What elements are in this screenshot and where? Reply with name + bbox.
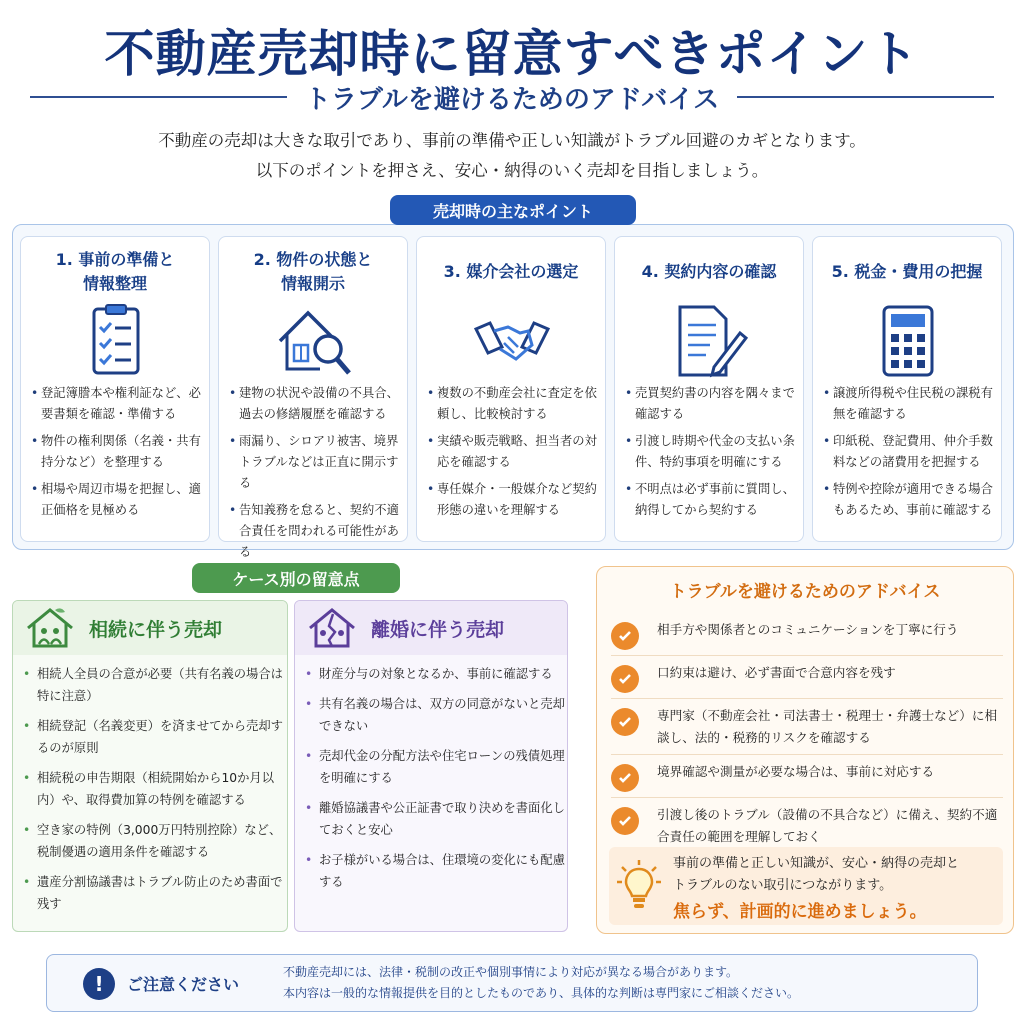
case-card-divorce: [294, 600, 568, 932]
notice-label: ご注意ください: [127, 975, 240, 994]
advice-item: [611, 798, 1003, 853]
point-title: 5. 税金・費用の把握: [831, 262, 983, 281]
list-item: • 遺産分割協議書はトラブル防止のため書面で残す: [23, 871, 285, 915]
list-item: • 相続登記（名義変更）を済ませてから売却するのが原則: [23, 715, 285, 759]
advice-title: トラブルを避けるためのアドバイス: [669, 582, 941, 602]
intro-text: [0, 126, 1024, 186]
advice-text: 境界確認や測量が必要な場合は、事前に対応する: [657, 764, 935, 779]
point-list: [625, 383, 801, 527]
list-item: • 実績や販売戦略、担当者の対応を確認する: [427, 431, 603, 473]
advice-text: 専門家（不動産会社・司法書士・税理士・弁護士など）に相談し、法的・税務的リスクを確認する: [657, 708, 998, 745]
notice-line: 不動産売却には、法律・税制の改正や個別事情により対応が異なる場合があります。: [283, 965, 739, 979]
advice-item: [611, 613, 1003, 656]
list-item: • 空き家の特例（3,000万円特別控除）など、税制優遇の適用条件を確認する: [23, 819, 285, 863]
advice-item: [611, 755, 1003, 798]
point-card-broker: [416, 236, 606, 542]
point-list: [823, 383, 999, 527]
list-item: • 告知義務を怠ると、契約不適合責任を問われる可能性がある: [229, 500, 405, 563]
list-item: • 印紙税、登記費用、仲介手数料などの諸費用を把握する: [823, 431, 999, 473]
point-card-tax: [812, 236, 1002, 542]
list-item: • 不明点は必ず事前に質問し、納得してから契約する: [625, 479, 801, 521]
list-item: • 共有名義の場合は、双方の同意がないと売却できない: [305, 693, 567, 737]
check-icon: [611, 665, 639, 693]
list-item: • 物件の権利関係（名義・共有持分など）を整理する: [31, 431, 207, 473]
handshake-icon: [472, 303, 552, 379]
point-title: 3. 媒介会社の選定: [443, 262, 579, 281]
advice-emphasis: 焦らず、計画的に進めましょう。: [673, 902, 927, 922]
list-item: • 売買契約書の内容を隅々まで確認する: [625, 383, 801, 425]
check-icon: [611, 622, 639, 650]
advice-list: [611, 613, 1003, 853]
list-item: • 複数の不動産会社に査定を依頼し、比較検討する: [427, 383, 603, 425]
point-list: [31, 383, 207, 527]
broken-house-icon: [307, 606, 357, 650]
list-item: • 登記簿謄本や権利証など、必要書類を確認・準備する: [31, 383, 207, 425]
point-card-contract: [614, 236, 804, 542]
checklist-icon: [76, 303, 156, 379]
list-item: • 専任媒介・一般媒介など契約形態の違いを理解する: [427, 479, 603, 521]
summary-line: 事前の準備と正しい知識が、安心・納得の売却と: [673, 856, 960, 871]
subtitle-rule-left: [30, 96, 287, 98]
family-house-icon: [25, 606, 75, 650]
list-item: • 相場や周辺市場を把握し、適正価格を見極める: [31, 479, 207, 521]
point-title: 1. 事前の準備と 情報整理: [55, 250, 175, 293]
point-list: [229, 383, 405, 569]
page-title: 不動産売却時に留意すべきポイント: [104, 24, 920, 83]
check-icon: [611, 807, 639, 835]
case-card-inheritance: [12, 600, 288, 932]
point-title: 4. 契約内容の確認: [641, 262, 777, 281]
list-item: • 相続税の申告期限（相続開始から10か月以内）や、取得費加算の特例を確認する: [23, 767, 285, 811]
list-item: • 譲渡所得税や住民税の課税有無を確認する: [823, 383, 999, 425]
subtitle-row: [30, 80, 994, 114]
case-title: 離婚に伴う売却: [371, 618, 505, 641]
house-magnifier-icon: [274, 303, 354, 379]
advice-item: [611, 699, 1003, 755]
notice-box: [46, 954, 978, 1012]
list-item: • お子様がいる場合は、住環境の変化にも配慮する: [305, 849, 567, 893]
page-subtitle: トラブルを避けるためのアドバイス: [304, 84, 720, 115]
list-item: • 売却代金の分配方法や住宅ローンの残債処理を明確にする: [305, 745, 567, 789]
case-list: [305, 663, 567, 901]
points-section-label: 売却時の主なポイント: [390, 195, 636, 225]
case-title: 相続に伴う売却: [89, 618, 223, 641]
point-list: [427, 383, 603, 527]
list-item: • 特例や控除が適用できる場合もあるため、事前に確認する: [823, 479, 999, 521]
list-item: • 相続人全員の合意が必要（共有名義の場合は特に注意）: [23, 663, 285, 707]
point-card-property: [218, 236, 408, 559]
case-list: [23, 663, 285, 923]
intro-line: 不動産の売却は大きな取引であり、事前の準備や正しい知識がトラブル回避のカギとなります。: [158, 131, 866, 150]
list-item: • 建物の状況や設備の不具合、過去の修繕履歴を確認する: [229, 383, 405, 425]
case-header: [295, 601, 567, 655]
subtitle-rule-right: [737, 96, 994, 98]
advice-panel: [596, 566, 1014, 934]
advice-text: 相手方や関係者とのコミュニケーションを丁寧に行う: [657, 622, 959, 637]
list-item: • 離婚協議書や公正証書で取り決めを書面化しておくと安心: [305, 797, 567, 841]
list-item: • 財産分与の対象となるか、事前に確認する: [305, 663, 567, 685]
point-title: 2. 物件の状態と 情報開示: [253, 250, 373, 293]
intro-line: 以下のポイントを押さえ、安心・納得のいく売却を目指しましょう。: [255, 161, 769, 180]
calculator-icon: [868, 303, 948, 379]
exclamation-icon: !: [83, 968, 115, 1000]
summary-line: トラブルのない取引につながります。: [673, 878, 893, 893]
advice-summary-text: [673, 853, 959, 897]
contract-pen-icon: [670, 303, 750, 379]
notice-body: [283, 962, 799, 1004]
point-card-preparation: [20, 236, 210, 542]
check-icon: [611, 708, 639, 736]
case-header: [13, 601, 287, 655]
advice-text: 引渡し後のトラブル（設備の不具合など）に備え、契約不適合責任の範囲を理解しておく: [657, 807, 998, 844]
list-item: • 雨漏り、シロアリ被害、境界トラブルなどは正直に開示する: [229, 431, 405, 494]
advice-summary: [609, 847, 1003, 925]
cases-section-label: ケース別の留意点: [192, 563, 400, 593]
notice-line: 本内容は一般的な情報提供を目的としたものであり、具体的な判断は専門家にご相談ください。: [283, 986, 800, 1000]
advice-item: [611, 656, 1003, 699]
advice-text: 口約束は避け、必ず書面で合意内容を残す: [657, 665, 896, 680]
lightbulb-icon: [617, 859, 661, 911]
check-icon: [611, 764, 639, 792]
list-item: • 引渡し時期や代金の支払い条件、特約事項を明確にする: [625, 431, 801, 473]
